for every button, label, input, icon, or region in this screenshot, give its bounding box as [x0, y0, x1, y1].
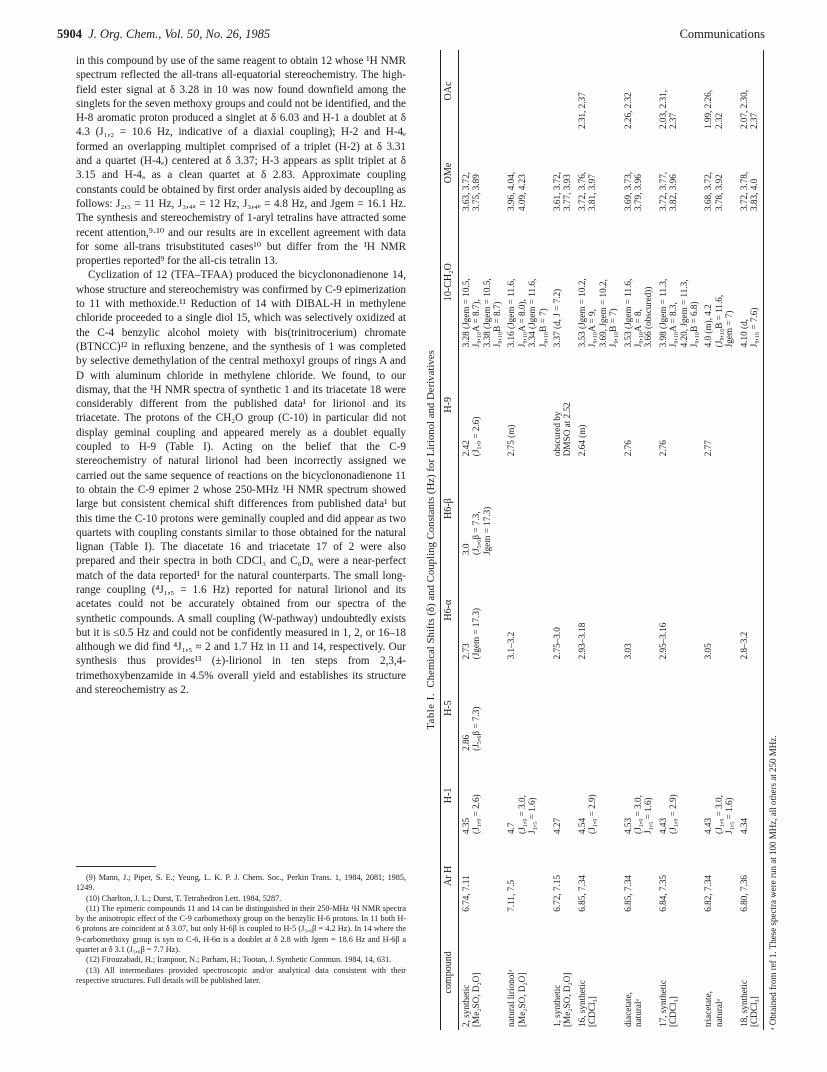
page-number: 5904: [57, 27, 82, 41]
cell-line: 6.85, 7.34: [576, 874, 587, 912]
table-cell-h6b: [656, 459, 702, 558]
cell-line: [Me₂SO, D₂O]: [471, 972, 482, 1027]
cell-line: triacetate,: [703, 991, 714, 1027]
cell-line: 2.86: [460, 734, 471, 751]
cell-line: 4.43: [703, 817, 714, 834]
table-cell-oac: [737, 50, 764, 132]
footnotes: [76, 873, 406, 986]
table-cell-ch2o: [621, 214, 656, 350]
cell-line: 3.28 (Jgem = 10.5,: [460, 278, 471, 348]
cell-line: 2.37: [748, 112, 759, 130]
table-cell-h1: [737, 754, 764, 837]
table-cell-h6a: [621, 558, 656, 662]
table-cell-ch2o: [656, 214, 702, 350]
cell-line: 3.96, 4.04,: [506, 171, 517, 211]
table-cell-ome: [550, 132, 575, 214]
body-text-column: [76, 54, 406, 697]
cell-line: J₁,₅ = 1.6): [643, 797, 654, 834]
table-cell-h6b: [737, 459, 764, 558]
table-cell-h6b: [550, 459, 575, 558]
cell-line: (J₁,₉ = 2.6): [471, 416, 482, 457]
cell-line: 3.34 (Jgem = 11.6,: [527, 278, 538, 348]
table-cell-oac: [656, 50, 702, 132]
table-row: [575, 50, 621, 1030]
body-paragraph: in this compound by use of the same reagent to obtain 12 whose ¹H NMR spectrum reflected the all-trans all-equatorial stereochemistry. The high-field ester signal at δ 3.28 in 10 was now found downfield among the singlets for the seven methoxy groups and could not be identified, and the H-8 aromatic proton produced a singlet at δ 6.03 and H-1 a doublet at δ 4.3 (J₁,₂ = 10.6 Hz, indicative of a diaxial coupling); H-2 and H-4ₑ formed an overlapping multiplet comprised of a triplet (H-2) at δ 3.31 and a quartet (H-4ₑ) centered at δ 3.37; H-3 appears as split triplet at δ 3.15 and H-4ₐ as a clean quartet at δ 2.83. Approximate coupling constants could be obtained by first order analysis aided by decoupling as follows: J₂,₃ = 11 Hz, J₃,₄ₐ = 12 Hz, J₃,₄ₑ = 4.8 Hz, and Jgem = 16.1 Hz. The synthesis and stereochemistry of 1-aryl tetralins have attracted some recent attention,⁹·¹⁰ and our results are in excellent agreement with data for some all-trans trisubstituted cases¹⁰ but differ from the ¹H NMR properties reported⁹ for the all-cis tetralin 13.: [76, 55, 406, 268]
column-header: H6-β: [441, 459, 458, 558]
cell-line: 2.37: [668, 112, 679, 130]
cell-line: 2.73: [460, 643, 471, 660]
table-cell-h6b: [504, 459, 550, 558]
cell-line: [Me₂SO, D₂O]: [516, 972, 527, 1027]
cell-line: (J₁,₉ = 2.9): [668, 794, 679, 834]
cell-line: 1, synthetic: [552, 984, 563, 1027]
cell-line: [CDCl₃]: [748, 996, 759, 1027]
table-cell-ch2o: [550, 214, 575, 350]
cell-line: 3.66 (obscured)): [643, 286, 654, 348]
cell-line: 6.84, 7.35: [657, 874, 668, 912]
table-cell-compound: [737, 915, 764, 1030]
table-cell-arh: [701, 837, 736, 915]
cell-line: (J₅,₆β = 7.3,: [471, 511, 482, 555]
cell-line: 2.42: [460, 440, 471, 457]
footnote-divider: [76, 866, 156, 867]
cell-line: Jgem = 7): [724, 310, 735, 348]
cell-line: 18, synthetic: [738, 980, 749, 1027]
table-cell-arh: [550, 837, 575, 915]
table-cell-h1: [550, 754, 575, 837]
column-header: H-5: [441, 662, 458, 754]
table-cell-compound: [575, 915, 621, 1030]
table-label: Table I.: [425, 692, 437, 730]
cell-line: (J₉,₁₀B = 11.6,: [713, 294, 724, 348]
column-header: OAc: [441, 50, 458, 132]
cell-line: 2.31, 2.37: [576, 92, 587, 130]
cell-line: 4.7: [506, 822, 517, 834]
table-cell-ome: [656, 132, 702, 214]
table-cell-h5: [656, 662, 702, 754]
table-cell-h9: [701, 350, 736, 459]
table-cell-h6b: [575, 459, 621, 558]
cell-line: 3.69, Jgem = 10.2,: [597, 279, 608, 348]
table-cell-oac: [504, 50, 550, 132]
cell-line: 6.85, 7.34: [622, 874, 633, 912]
table-cell-compound: [656, 915, 702, 1030]
cell-line: (J₁,₉ = 2.6): [471, 794, 482, 834]
cell-line: 3.53 (Jgem = 10.2,: [576, 278, 587, 348]
cell-line: (J₁,₉ = 3.0,: [632, 795, 643, 834]
table-cell-h1: [504, 754, 550, 837]
nmr-data-table: [440, 50, 764, 1030]
table-cell-ome: [458, 132, 504, 214]
cell-line: 3.81, 3.97: [587, 174, 598, 211]
table-row: [701, 50, 736, 1030]
table-cell-compound: [701, 915, 736, 1030]
table-cell-h9: [504, 350, 550, 459]
cell-line: 7.11, 7.5: [506, 879, 517, 912]
table-cell-h1: [701, 754, 736, 837]
table-cell-h9: [621, 350, 656, 459]
table-cell-h5: [550, 662, 575, 754]
body-paragraph: Cyclization of 12 (TFA–TFAA) produced the bicyclononadienone 14, whose structure and stereochemistry was confirmed by C-9 epimerization to 11 with methoxide.¹¹ Reduction of 14 with DIBAL-H in methylene chloride proceeded to a single diol 15, which was selectively oxidized at the C-4 benzylic alcohol moiety with bis(trinitrocerium) chromate (BTNCC)¹² in refluxing benzene, and the synthesis of 1 was completed by selective demethylation of the central methoxyl groups of rings A and D with aluminum chloride in methylene chloride. We found, to our dismay, that the ¹H NMR spectra of synthetic 1 and its triacetate 18 were considerably different from the published data¹ for lirionol and its triacetate. The protons of the CH₂O group (C-10) in particular did not display geminal coupling and appeared merely as a doublet equally coupled to H-9 (Table I). Acting on the belief that the C-9 stereochemistry of natural lirionol had been incorrectly assigned we carried out the same sequence of reactions on the bicyclononadienone 11 to obtain the C-9 epimer 2 whose 250-MHz ¹H NMR spectrum showed large but consistent chemical shift differences from published data¹ but this time the C-10 protons were geminally coupled and did appear as two quartets with coupling constants similar to those obtained for the natural lignan (Table I). The diacetate 16 and triacetate 17 of 2 were also prepared and their spectra in both CDCl₃ and C₆D₆ were a near-perfect match of the data reported¹ for the natural counterparts. The small long-range coupling (⁴J₁,₅ = 1.6 Hz) reported for natural lirionol and its acetates could not be accurately obtained from our spectra of the synthetic compounds. A small coupling (W-pathway) undoubtedly exists but it is ≤0.5 Hz and could not be confidently measured in 1, 2, or 16–18 although we did find ⁴J₁,₅ ≈ 2 and 1.7 Hz in 11 and 14, respectively. Our synthesis thus provides¹³ (±)-lirionol in ten steps from 2,3,4-trimethoxybenzamide in 4.5% overall yield and establishes its structure and stereochemistry as 2.: [76, 269, 406, 697]
cell-line: 2.03, 2.31,: [657, 89, 668, 130]
table-cell-h5: [575, 662, 621, 754]
table-cell-ch2o: [575, 214, 621, 350]
footnote: (13) All intermediates provided spectroscopic and/or analytical data consistent with their respective structures. Full details will be published later.: [76, 965, 406, 985]
table-cell-h6a: [701, 558, 736, 662]
table-row: [737, 50, 764, 1030]
table-cell-oac: [575, 50, 621, 132]
cell-line: 3.98 (Jgem = 11.3,: [657, 278, 668, 348]
table-row: [621, 50, 656, 1030]
cell-line: J₁,₅ = 1.6): [724, 797, 735, 834]
cell-line: 6.82, 7.34: [703, 874, 714, 912]
cell-line: 1.99, 2.26,: [703, 89, 714, 130]
table-cell-h1: [575, 754, 621, 837]
table-cell-arh: [504, 837, 550, 915]
table-row: [504, 50, 550, 1030]
table-cell-h6a: [550, 558, 575, 662]
cell-line: J₉,₁₀B = 7): [537, 308, 548, 348]
cell-line: naturalᵃ: [713, 998, 724, 1027]
table-row: [550, 50, 575, 1030]
table-cell-arh: [458, 837, 504, 915]
table-cell-arh: [621, 837, 656, 915]
cell-line: 4.20, Jgem = 11.3,: [678, 279, 689, 348]
table-cell-h5: [621, 662, 656, 754]
cell-line: 4.0 (m), 4.2: [703, 304, 714, 348]
table-cell-arh: [737, 837, 764, 915]
table-cell-ch2o: [701, 214, 736, 350]
table-cell-h6a: [737, 558, 764, 662]
cell-line: 3.72, 3.76,: [576, 171, 587, 211]
running-header-left: [57, 27, 270, 42]
cell-line: 3.0: [460, 543, 471, 555]
cell-line: J₁,₅ = 1.6): [527, 797, 538, 834]
column-header: H-1: [441, 754, 458, 837]
cell-line: 3.82, 3.96: [668, 174, 679, 211]
table-cell-h9: [656, 350, 702, 459]
cell-line: 3.03: [622, 643, 633, 660]
table-cell-ch2o: [504, 214, 550, 350]
table-cell-h6b: [458, 459, 504, 558]
cell-line: 6.72, 7.15: [552, 874, 563, 912]
footnote: (12) Firouzabadi, H.; Iranpoor, N.; Parham, H.; Tootan, J. Synthetic Commun. 1984, 14, 631.: [86, 955, 392, 965]
table-cell-compound: [550, 915, 575, 1030]
cell-line: 2.32: [713, 112, 724, 130]
table-cell-h9: [550, 350, 575, 459]
table-cell-h1: [656, 754, 702, 837]
cell-line: 3.83, 4.0: [748, 178, 759, 211]
table-cell-h9: [458, 350, 504, 459]
column-header: Ar H: [441, 837, 458, 915]
table-cell-h9: [737, 350, 764, 459]
cell-line: 2.93–3.18: [576, 622, 587, 660]
cell-line: DMSO at 2.52: [562, 402, 573, 457]
table-caption: [426, 50, 436, 1030]
cell-line: J₉,₁₀A = 8.7),: [471, 299, 482, 348]
table-cell-h5: [701, 662, 736, 754]
table-cell-compound: [504, 915, 550, 1030]
cell-line: 2.76: [622, 440, 633, 457]
section-title: Communications: [679, 27, 765, 41]
table-cell-arh: [656, 837, 702, 915]
table-cell-oac: [550, 50, 575, 132]
cell-line: 3.37 (d, J = 7.2): [552, 288, 563, 348]
table-row: [458, 50, 504, 1030]
column-header: OMe: [441, 132, 458, 214]
table-cell-h6a: [575, 558, 621, 662]
cell-line: 3.63, 3.72,: [460, 171, 471, 211]
cell-line: [CDCl₃]: [587, 996, 598, 1027]
cell-line: 3.79, 3.96: [632, 174, 643, 211]
table-cell-h1: [458, 754, 504, 837]
column-header: 10-CH₂O: [441, 214, 458, 350]
table-title: Chemical Shifts (δ) and Coupling Constants (Hz) for Lirionol and Derivatives: [425, 350, 437, 688]
table-cell-ch2o: [458, 214, 504, 350]
cell-line: 3.1–3.2: [506, 631, 517, 660]
table-cell-ch2o: [737, 214, 764, 350]
table-cell-oac: [458, 50, 504, 132]
table-cell-compound: [621, 915, 656, 1030]
cell-line: Jgem = 17.3): [481, 506, 492, 555]
nmr-table-rotated: [426, 50, 796, 1030]
cell-line: 3.72, 3.77,: [657, 171, 668, 211]
cell-line: (J₁,₉ = 3.0,: [713, 795, 724, 834]
cell-line: 3.05: [703, 643, 714, 660]
table-cell-h5: [737, 662, 764, 754]
cell-line: (J₁,₉ = 3.0,: [516, 795, 527, 834]
cell-line: J₉,₁₀A = 9,: [587, 309, 598, 348]
cell-line: 2.77: [703, 440, 714, 457]
cell-line: 3.78, 3.92: [713, 174, 724, 211]
cell-line: 4.35: [460, 817, 471, 834]
table-header-row: [441, 50, 458, 1030]
cell-line: 2.95–3.16: [657, 622, 668, 660]
cell-line: 4.27: [552, 817, 563, 834]
table-cell-h6b: [621, 459, 656, 558]
table-cell-ome: [504, 132, 550, 214]
cell-line: 3.69, 3.73,: [622, 171, 633, 211]
cell-line: J₉,₁₀A = 8.3,: [668, 302, 679, 348]
table-cell-h5: [458, 662, 504, 754]
cell-line: obscured by: [552, 411, 563, 457]
cell-line: J₉,₁₀B = 6.8): [688, 301, 699, 348]
cell-line: 6.80, 7.36: [738, 874, 749, 912]
table-row: [656, 50, 702, 1030]
table-cell-h6b: [701, 459, 736, 558]
cell-line: [CDCl₃]: [668, 996, 679, 1027]
column-header: H6-α: [441, 558, 458, 662]
table-cell-ome: [701, 132, 736, 214]
cell-line: 4.43: [657, 817, 668, 834]
cell-line: J₉,₁₀B = 7): [608, 308, 619, 348]
table-cell-ome: [575, 132, 621, 214]
table-cell-h6a: [656, 558, 702, 662]
cell-line: 3.53 (Jgem = 11.6,: [622, 278, 633, 348]
cell-line: 3.72, 3.78,: [738, 171, 749, 211]
cell-line: 4.10 (d,: [738, 319, 749, 348]
cell-line: 3.38 (Jgem = 10.5,: [481, 278, 492, 348]
cell-line: 2.64 (m): [576, 424, 587, 457]
cell-line: 6.74, 7.11: [460, 875, 471, 912]
cell-line: 2.07, 2.30,: [738, 89, 749, 130]
cell-line: 2.75–3.0: [552, 627, 563, 660]
cell-line: 3.16 (Jgem = 11.6,: [506, 278, 517, 348]
cell-line: diacetate,: [622, 992, 633, 1027]
column-header: compound: [441, 915, 458, 1030]
cell-line: 2.76: [657, 440, 668, 457]
table-cell-ome: [737, 132, 764, 214]
table-cell-h6a: [458, 558, 504, 662]
table-body: [458, 50, 764, 1030]
cell-line: 16, synthetic: [576, 980, 587, 1027]
footnote: (10) Charlton, J. L.; Durst, T. Tetrahedron Lett. 1984, 5287.: [86, 893, 282, 903]
cell-line: (J₅,₆β = 7.3): [471, 706, 482, 751]
table-cell-ome: [621, 132, 656, 214]
cell-line: 3.61, 3.72,: [552, 171, 563, 211]
footnote: (11) The epimeric compounds 11 and 14 can be distinguished in their 250-MHz ¹H NMR spectra by the anisotropic effect of the C-9 carbomethoxy group on the benzylic H-6 protons. In 11 both H-6 protons are coincident at δ 3.07, but only H-6β is coupled to H-5 (J₅,₆β = 4.2 Hz). In 14 where the 9-carbomethoxy group is syn to C-6, H-6α is a doublet at δ 2.8 with Jgem = 18.6 Hz and H-6β a quartet at δ 3.1 (J₅,₆β = 7.7 Hz).: [76, 903, 406, 955]
cell-line: 3.75, 3.89: [471, 174, 482, 211]
cell-line: 3.68, 3.72,: [703, 171, 714, 211]
table-cell-compound: [458, 915, 504, 1030]
cell-line: 4.53: [622, 817, 633, 834]
table-cell-arh: [575, 837, 621, 915]
cell-line: J₉,₁₀B = 8.7): [492, 301, 503, 348]
cell-line: 3.77, 3.93: [562, 174, 573, 211]
table-cell-h5: [504, 662, 550, 754]
table-footnote: ᵃ Obtained from ref 1. These spectra were run at 100 MHz, all others at 250 MHz.: [768, 735, 779, 1030]
table-cell-oac: [701, 50, 736, 132]
cell-line: 17, synthetic: [657, 980, 668, 1027]
cell-line: 4.54: [576, 817, 587, 834]
journal-citation: J. Org. Chem., Vol. 50, No. 26, 1985: [88, 27, 271, 41]
cell-line: 4.34: [738, 817, 749, 834]
cell-line: J₉,₁₀A = 8.0),: [516, 299, 527, 348]
cell-line: 2, synthetic: [460, 984, 471, 1027]
table-cell-oac: [621, 50, 656, 132]
cell-line: 2.75 (m): [506, 424, 517, 457]
column-header: H-9: [441, 350, 458, 459]
table-cell-h9: [575, 350, 621, 459]
footnote: (9) Mann, J.; Piper, S. E.; Yeung, L. K. P. J. Chem. Soc., Perkin Trans. 1, 1984, 2081; 1985, 1249.: [76, 873, 406, 893]
cell-line: J₉,₁₀A = 8,: [632, 309, 643, 348]
cell-line: [Me₂SO, D₂O]: [562, 972, 573, 1027]
cell-line: J₉,₁₀ = 7.6): [748, 307, 759, 348]
cell-line: 4.09, 4.23: [516, 174, 527, 211]
cell-line: 2.26, 2.32: [622, 92, 633, 130]
cell-line: natural lirionolᵃ: [506, 969, 517, 1027]
table-cell-h6a: [504, 558, 550, 662]
table-cell-h1: [621, 754, 656, 837]
cell-line: naturalᵃ: [632, 998, 643, 1027]
cell-line: (J₁,₉ = 2.9): [587, 794, 598, 834]
cell-line: 2.8–3.2: [738, 631, 749, 660]
cell-line: (Jgem = 17.3): [471, 607, 482, 660]
